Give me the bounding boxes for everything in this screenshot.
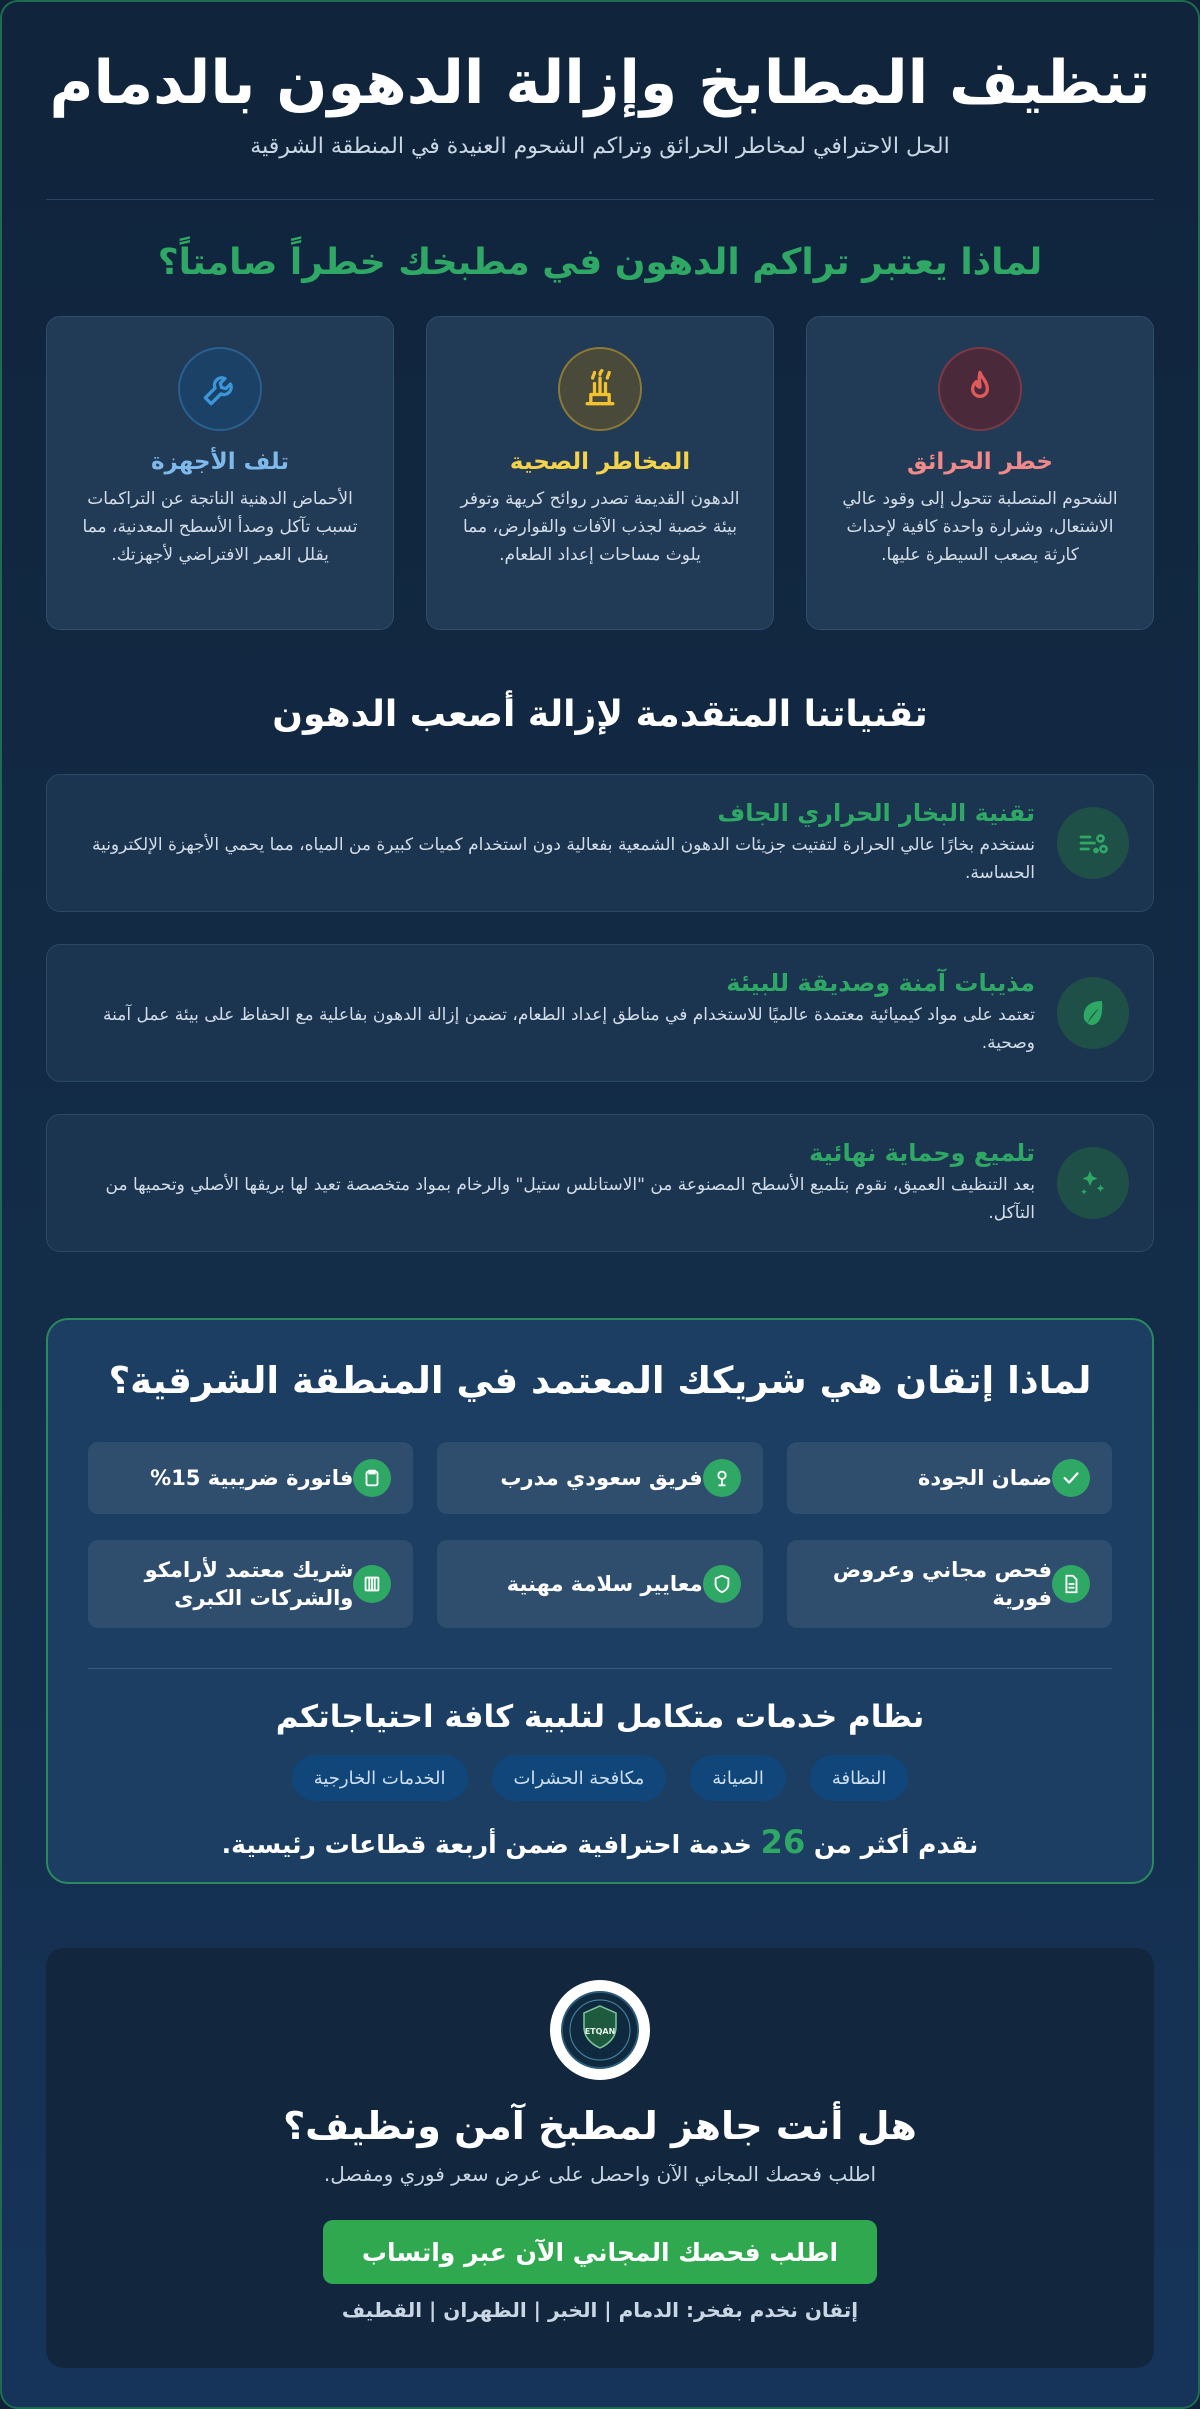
feature-label: فريق سعودي مدرب [500, 1466, 703, 1490]
risk-card-text: الأحماض الدهنية الناتجة عن التراكمات تسبب تآكل وصدأ الأسطح المعدنية، مما يقلل العمر الافتراضي لأجهزتك. [82, 489, 358, 565]
risk-card-text: الدهون القديمة تصدر روائح كريهة وتوفر بيئة خصبة لجذب الآفات والقوارض، مما يلوث مساحات إعداد الطعام. [460, 489, 740, 565]
feature-label: معايير سلامة مهنية [506, 1572, 703, 1596]
services-count: 26 [760, 1823, 806, 1861]
service-tag-maintenance[interactable]: الصيانة [690, 1755, 786, 1801]
services-summary-after: خدمة احترافية ضمن أربعة قطاعات رئيسية. [221, 1830, 752, 1859]
page-title: تنظيف المطابخ وإزالة الدهون بالدمام [49, 48, 1151, 118]
hero-section [46, 2, 1154, 159]
services-summary [88, 1823, 1112, 1861]
wrench-icon [178, 347, 262, 431]
tech-card-title: مذيبات آمنة وصديقة للبيئة [726, 969, 1035, 997]
building-icon [353, 1565, 391, 1603]
feature-aramco-partner [88, 1540, 413, 1628]
tech-card-body [71, 969, 1057, 1057]
tech-card-title: تلميع وحماية نهائية [809, 1139, 1035, 1167]
risk-card-devices [46, 316, 394, 630]
why-divider [88, 1668, 1112, 1669]
feature-safety [437, 1540, 762, 1628]
tech-card-text: تعتمد على مواد كيميائية معتمدة عالميًا للاستخدام في مناطق إعداد الطعام، تضمن إزالة الدهون بفاعلية مع الحفاظ على بيئة عمل آمنة وصحية. [103, 1005, 1035, 1053]
tech-title: تقنياتنا المتقدمة لإزالة أصعب الدهون [272, 694, 928, 735]
cta-subtitle: اطلب فحصك المجاني الآن واحصل على عرض سعر فوري ومفصل. [323, 2162, 877, 2186]
risk-card-fire [806, 316, 1154, 630]
company-logo [550, 1980, 650, 2080]
feature-quality [787, 1442, 1112, 1514]
tech-card-body [71, 799, 1057, 887]
service-cities: إتقان نخدم بفخر: الدمام | الخبر | الظهران | القطيف [341, 2298, 859, 2322]
feature-invoice [88, 1442, 413, 1514]
document-icon [1052, 1565, 1090, 1603]
hero-divider [46, 199, 1154, 200]
services-summary-before: نقدم أكثر من [813, 1830, 979, 1859]
whatsapp-cta-button[interactable]: اطلب فحصك المجاني الآن عبر واتساب [323, 2220, 877, 2284]
health-hazard-icon [558, 347, 642, 431]
check-icon [1052, 1459, 1090, 1497]
risk-cards [46, 316, 1154, 630]
risks-title: لماذا يعتبر تراكم الدهون في مطبخك خطراً صامتاً؟ [157, 242, 1043, 283]
feature-label: ضمان الجودة [917, 1466, 1052, 1490]
why-itqan-section [46, 1318, 1154, 1884]
worker-icon [703, 1459, 741, 1497]
leaf-icon [1057, 977, 1129, 1049]
feature-free-inspection [787, 1540, 1112, 1628]
tech-card-text: نستخدم بخارًا عالي الحرارة لتفتيت جزيئات الدهون الشمعية بفعالية دون استخدام كميات كبيرة من المياه، مما يحمي الأجهزة الإلكترونية الحساسة. [91, 835, 1035, 883]
why-title: لماذا إتقان هي شريكك المعتمد في المنطقة الشرقية؟ [108, 1359, 1092, 1402]
cta-title: هل أنت جاهز لمطبخ آمن ونظيف؟ [283, 2104, 917, 2148]
tech-list [46, 774, 1154, 1252]
steam-icon [1057, 807, 1129, 879]
logo-text: ETQAN [584, 2027, 616, 2036]
tech-card-polish [46, 1114, 1154, 1252]
tech-section [46, 690, 1154, 1252]
tech-card-body [71, 1139, 1057, 1227]
feature-label: فاتورة ضريبية 15% [150, 1466, 354, 1490]
shield-icon [703, 1565, 741, 1603]
feature-label: فحص مجاني وعروض فورية [832, 1558, 1052, 1610]
services-tags [88, 1755, 1112, 1801]
tech-card-solvents [46, 944, 1154, 1082]
sparkle-icon [1057, 1147, 1129, 1219]
tech-card-text: بعد التنظيف العميق، نقوم بتلميع الأسطح المصنوعة من "الاستانلس ستيل" والرخام بمواد متخصصة تعيد لها بريقها الأصلي وتحميها من التآكل. [105, 1175, 1035, 1223]
risk-card-title: المخاطر الصحية [509, 449, 691, 475]
service-tag-external[interactable]: الخدمات الخارجية [292, 1755, 468, 1801]
service-tag-pest-control[interactable]: مكافحة الحشرات [492, 1755, 667, 1801]
tech-card-steam [46, 774, 1154, 912]
page-subtitle: الحل الاحترافي لمخاطر الحرائق وتراكم الشحوم العنيدة في المنطقة الشرقية [250, 134, 950, 159]
risk-card-text: الشحوم المتصلبة تتحول إلى وقود عالي الاشتعال، وشرارة واحدة كافية لإحداث كارثة يصعب السيطرة عليها. [842, 489, 1118, 565]
feature-team [437, 1442, 762, 1514]
cta-section [46, 1948, 1154, 2368]
services-title: نظام خدمات متكامل لتلبية كافة احتياجاتكم [275, 1699, 925, 1735]
risks-section [46, 238, 1154, 630]
feature-label: شريك معتمد لأرامكو والشركات الكبرى [144, 1558, 354, 1610]
features-grid [88, 1442, 1112, 1628]
fire-icon [938, 347, 1022, 431]
clipboard-icon [353, 1459, 391, 1497]
risk-card-health [426, 316, 774, 630]
risk-card-title: تلف الأجهزة [150, 449, 290, 475]
risk-card-title: خطر الحرائق [907, 449, 1053, 475]
service-tag-cleaning[interactable]: النظافة [810, 1755, 908, 1801]
tech-card-title: تقنية البخار الحراري الجاف [717, 799, 1035, 827]
